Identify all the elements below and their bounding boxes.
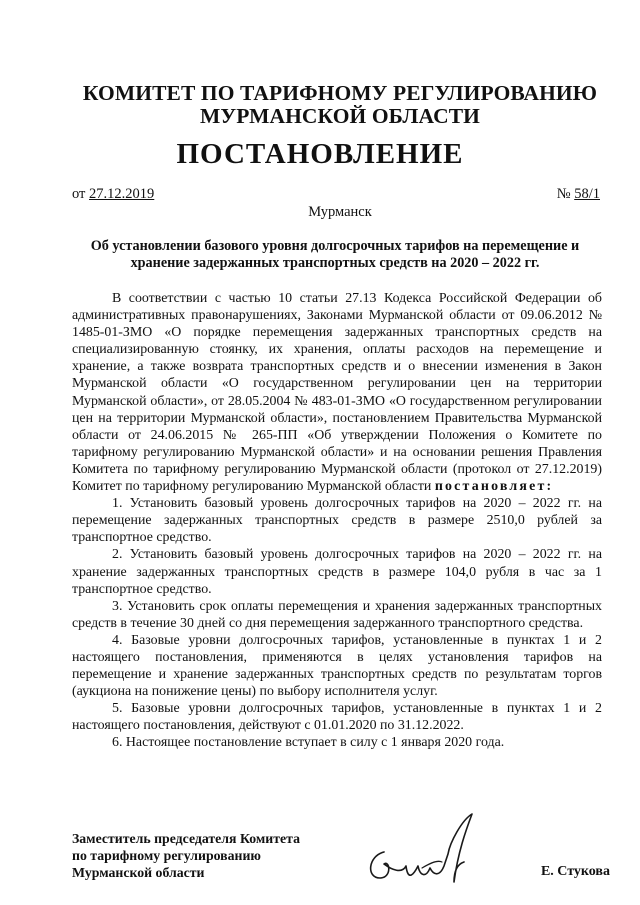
signer-position-line-1: Заместитель председателя Комитета <box>72 831 301 846</box>
document-number <box>557 186 600 202</box>
item-4: 4. Базовые уровни долгосрочных тарифов, установленные в пунктах 1 и 2 настоящего постановления, применяются в целях установления тарифов на перемещение и хранение задержанных транспортных средств по результатам торгов (аукциона на понижение цены) по выбору исполнителя услуг. <box>72 632 602 700</box>
item-1: 1. Установить базовый уровень долгосрочных тарифов на 2020 – 2022 гг. на перемещение задержанных транспортных средств в размере 2510,0 рублей за транспортное средство. <box>72 496 602 546</box>
item-6: 6. Настоящее постановление вступает в силу с 1 января 2020 года. <box>112 735 505 751</box>
preamble-text: В соответствии с частью 10 статьи 27.13 Кодекса Российской Федерации об административных правонарушениях, Законами Мурманской области от 09.06.2012 № 1485-01-ЗМО «О порядке перемещения задержанных транспортных средств на специализированную стоянку, их хранения, оплаты расходов на перемещение и хранение, а также возврата транспортных средств и о внесении изменения в Закон Мурманской области «О государственном регулировании цен на территории Мурманской области», от 28.05.2004 № 483-01-ЗМО «О государственном регулировании цен на территории Мурманской области», постановлением Правительства Мурманской области от 24.06.2015 № 265-ПП «Об утверждении Положения о Комитете по тарифному регулированию Мурманской области» и на основании решения Правления Комитета по тарифному регулированию Мурманской области (протокол от 27.12.2019) Комитет по тарифному регулированию Мурманской области <box>72 291 602 495</box>
date-value: 27.12.2019 <box>89 186 155 202</box>
handwritten-signature <box>362 812 498 890</box>
date-prefix: от <box>72 186 86 202</box>
document-body <box>72 290 602 752</box>
item-3: 3. Установить срок оплаты перемещения и хранения задержанных транспортных средств в течение 30 дней со дня перемещения задержанного транспортного средства. <box>72 598 602 631</box>
signer-position <box>72 830 352 881</box>
document-title: ПОСТАНОВЛЕНИЕ <box>176 138 464 170</box>
decree-word: постановляет: <box>434 479 554 495</box>
signer-position-line-2: по тарифному регулированию <box>72 848 261 863</box>
document-subject: Об установлении базового уровня долгосрочных тарифов на перемещение и хранение задержанных транспортных средств на 2020 – 2022 гг. <box>90 238 580 271</box>
number-value: 58/1 <box>574 186 600 202</box>
committee-name-line-1: КОМИТЕТ ПО ТАРИФНОМУ РЕГУЛИРОВАНИЮ <box>82 81 598 105</box>
preamble-paragraph <box>72 290 602 495</box>
number-prefix: № <box>556 186 571 202</box>
item-2: 2. Установить базовый уровень долгосрочных тарифов на 2020 – 2022 гг. на хранение задержанных транспортных средств в размере 104,0 рубля в час за 1 транспортное средство. <box>72 547 602 597</box>
city: Мурманск <box>308 204 372 220</box>
committee-name-line-2: МУРМАНСКОЙ ОБЛАСТИ <box>199 104 480 128</box>
document-date <box>72 186 154 202</box>
item-5: 5. Базовые уровни долгосрочных тарифов, установленные в пунктах 1 и 2 настоящего постановления, действуют с 01.01.2020 по 31.12.2022. <box>72 701 602 734</box>
signer-position-line-3: Мурманской области <box>72 865 205 880</box>
signer-name: Е. Стукова <box>540 864 610 879</box>
